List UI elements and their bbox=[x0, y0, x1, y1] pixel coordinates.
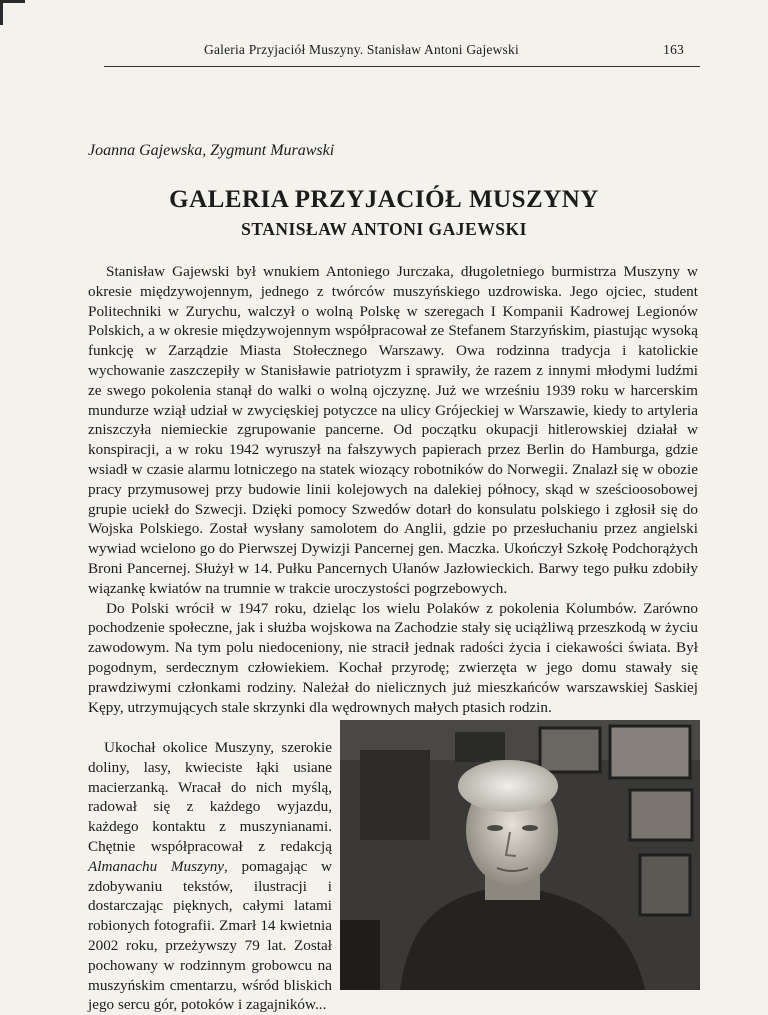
paragraph-3-start: Ukochał okolice Muszyny, szerokie doliny, lasy, kwieciste łąki usiane macierzanką. Wracał do nich myślą, radował się z każdego wyjazdu, każdego kontaktu z muszynianami. Chętnie współpracował z redakcją bbox=[88, 739, 332, 855]
article-body bbox=[88, 262, 698, 717]
article-body-wrap bbox=[88, 738, 332, 1015]
journal-title: Almanachu Muszyny bbox=[88, 857, 225, 875]
article-subtitle: STANISŁAW ANTONI GAJEWSKI bbox=[241, 219, 527, 239]
paragraph-1: Stanisław Gajewski był wnukiem Antoniego Jurczaka, długoletniego burmistrza Muszyny w okresie międzywojennym, jednego z twórców muszyńskiego uzdrowiska. Jego ojciec, student Politechniki w Zurychu, walczył o wolną Polskę w szeregach I Kompanii Kadrowej Legionów Polskich, a w okresie międzywojennym współpracował ze Stefanem Starzyńskim, piastując wysoką funkcję w Zarządzie Miasta Stołecznego Warszawy. Owa rodzinna tradycja i katolickie wychowanie zaszczepiły w Stanisławie patriotyzm i sprawiły, że razem z innymi młodymi ludźmi ze swego pokolenia stanął do walki o wolną ojczyznę. Już we wrześniu 1939 roku w harcerskim mundurze wziął udział w zwycięskiej potyczce na ulicy Grójeckiej w Warszawie, kiedy to artyleria zniszczyła niemieckie zgrupowanie pancerne. Od początku okupacji hitlerowskiej działał w konspiracji, a w roku 1942 wyruszył na fałszywych papierach przez Berlin do Hamburga, gdzie wsiadł w czasie alarmu lotniczego na statek wiozący robotników do Norwegii. Znalazł się w obozie pracy przymusowej przy budowie linii kolejowych na dalekiej północy, skąd w sześcioosobowej grupie uciekł do Szwecji. Dzięki pomocy Szwedów dotarł do konsulatu polskiego i zgłosił się do Wojska Polskiego. Został wysłany samolotem do Anglii, gdzie po przesłuchaniu przez angielski wywiad wcielono go do Pierwszej Dywizji Pancernej gen. Maczka. Ukończył Szkołę Podchorążych Broni Pancernej. Służył w 14. Pułku Pancernych Ułanów Jazłowieckich. Barwy tego pułku zdobiły wiązankę kwiatów na trumnie w trakcie uroczystości pogrzebowych. bbox=[88, 263, 698, 597]
page-number: 163 bbox=[663, 42, 684, 57]
paragraph-3-end: , pomagając w zdobywaniu tekstów, ilustracji i dostarczając pięknych, całymi latami robionych fotografii. Zmarł 14 kwietnia 2002 roku, przeżywszy 79 lat. Został pochowany w rodzinnym grobowcu na muszyńskim cmentarzu, wśród bliskich jego sercu gór, potoków i zagajników... bbox=[88, 857, 332, 1014]
corner-crop-mark bbox=[0, 0, 25, 25]
article-title: GALERIA PRZYJACIÓŁ MUSZYNY bbox=[169, 186, 599, 213]
running-head-title: Galeria Przyjaciół Muszyny. Stanisław Antoni Gajewski bbox=[204, 42, 519, 57]
header-rule bbox=[104, 66, 700, 67]
paragraph-2: Do Polski wrócił w 1947 roku, dzieląc los wielu Polaków z pokolenia Kolumbów. Zarówno pochodzenie społeczne, jak i służba wojskowa na Zachodzie stały się uciążliwą przeszkodą w życiu zawodowym. Na tym polu niedoceniony, nie stracił jednak radości życia i ciekawości świata. Był pogodnym, serdecznym człowiekiem. Kochał przyrodę; zwierzęta w jego domu stawały się prawdziwymi członkami rodziny. Należał do nielicznych już mieszkańców warszawskiej Saskiej Kępy, utrzymujących stale skrzynki dla wędrownych małych ptasich rodzin. bbox=[88, 599, 698, 716]
portrait-photo bbox=[340, 720, 700, 990]
paragraph-3 bbox=[88, 738, 332, 1015]
portrait-photo-drawing bbox=[340, 720, 700, 990]
authors: Joanna Gajewska, Zygmunt Murawski bbox=[88, 142, 335, 159]
